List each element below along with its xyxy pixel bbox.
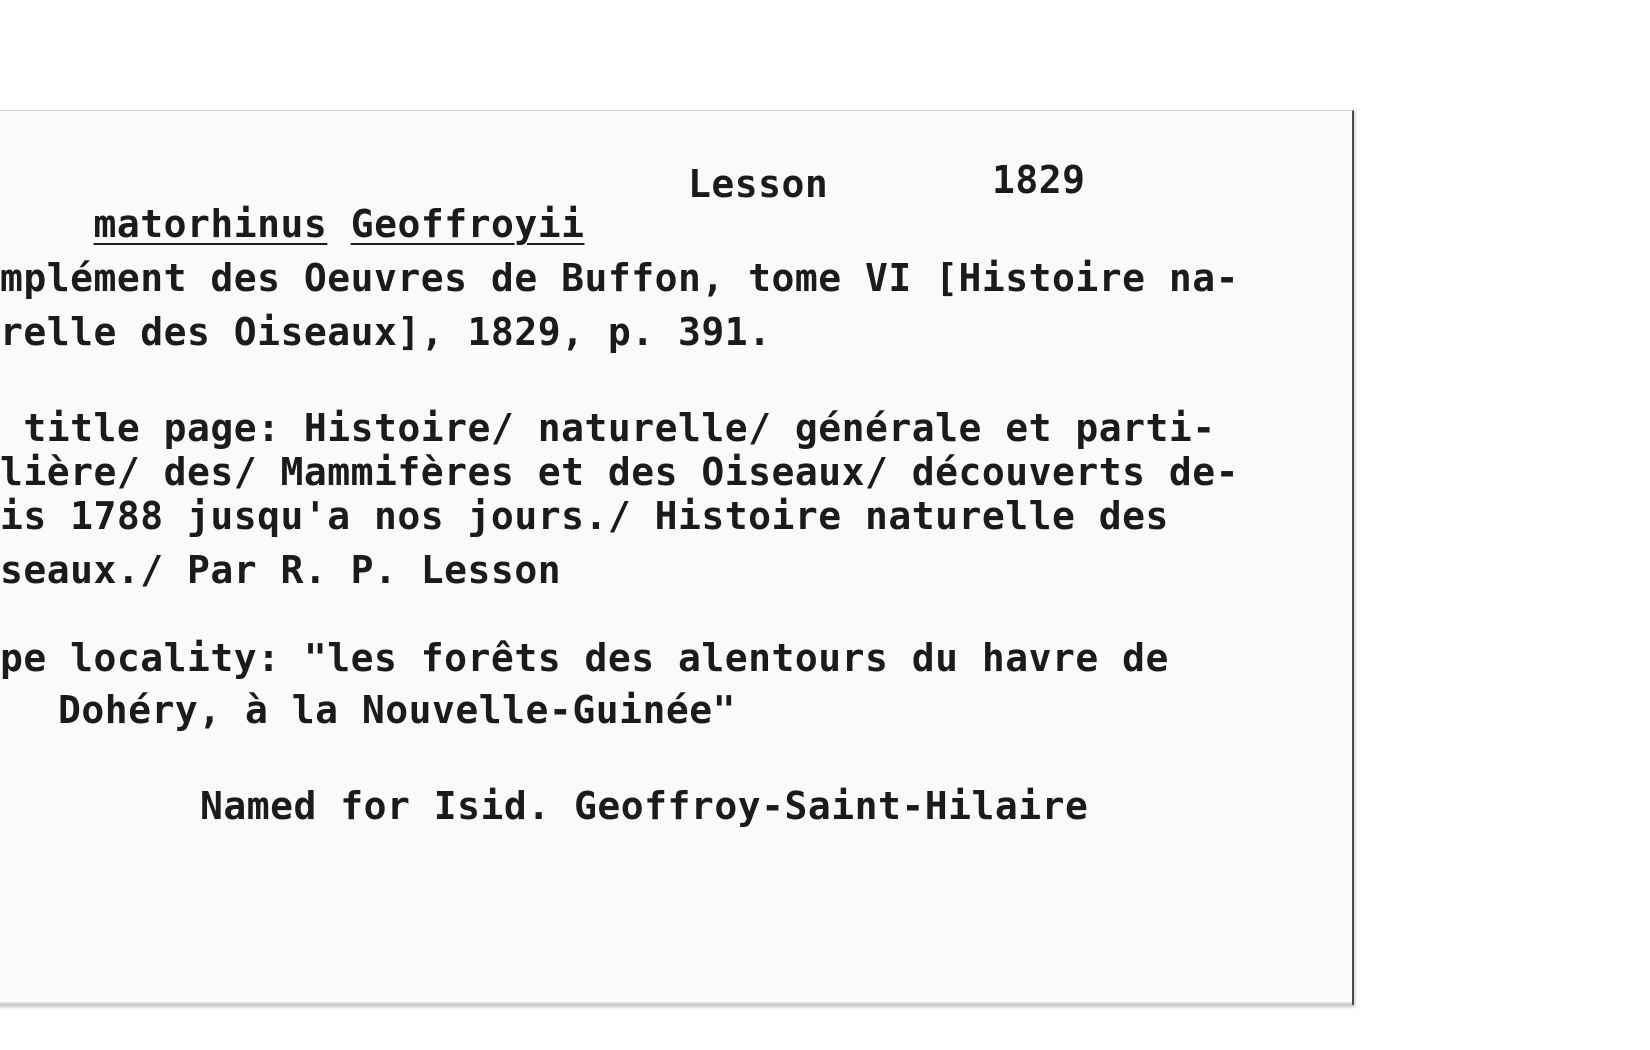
type-locality-line-2: Dohéry, à la Nouvelle-Guinée" — [58, 688, 736, 732]
species-name: Geoffroyii — [350, 202, 585, 246]
index-card — [0, 110, 1354, 1005]
citation-line-2: relle des Oiseaux], 1829, p. 391. — [0, 310, 772, 354]
title-page-line-1: title page: Histoire/ naturelle/ générale et parti- — [0, 406, 1216, 450]
author-name: Lesson — [688, 162, 829, 206]
named-for-note: Named for Isid. Geoffroy-Saint-Hilaire — [200, 784, 1089, 828]
publication-year: 1829 — [992, 158, 1086, 202]
title-page-line-3: is 1788 jusqu'a nos jours./ Histoire naturelle des — [0, 494, 1169, 538]
title-page-line-2: lière/ des/ Mammifères et des Oiseaux/ découverts de- — [0, 450, 1240, 494]
title-page-line-4: seaux./ Par R. P. Lesson — [0, 548, 562, 592]
citation-line-1: mplément des Oeuvres de Buffon, tome VI [Histoire na- — [0, 256, 1240, 300]
type-locality-line-1: pe locality: "les forêts des alentours du havre de — [0, 636, 1169, 680]
genus-name: matorhinus — [93, 202, 328, 246]
